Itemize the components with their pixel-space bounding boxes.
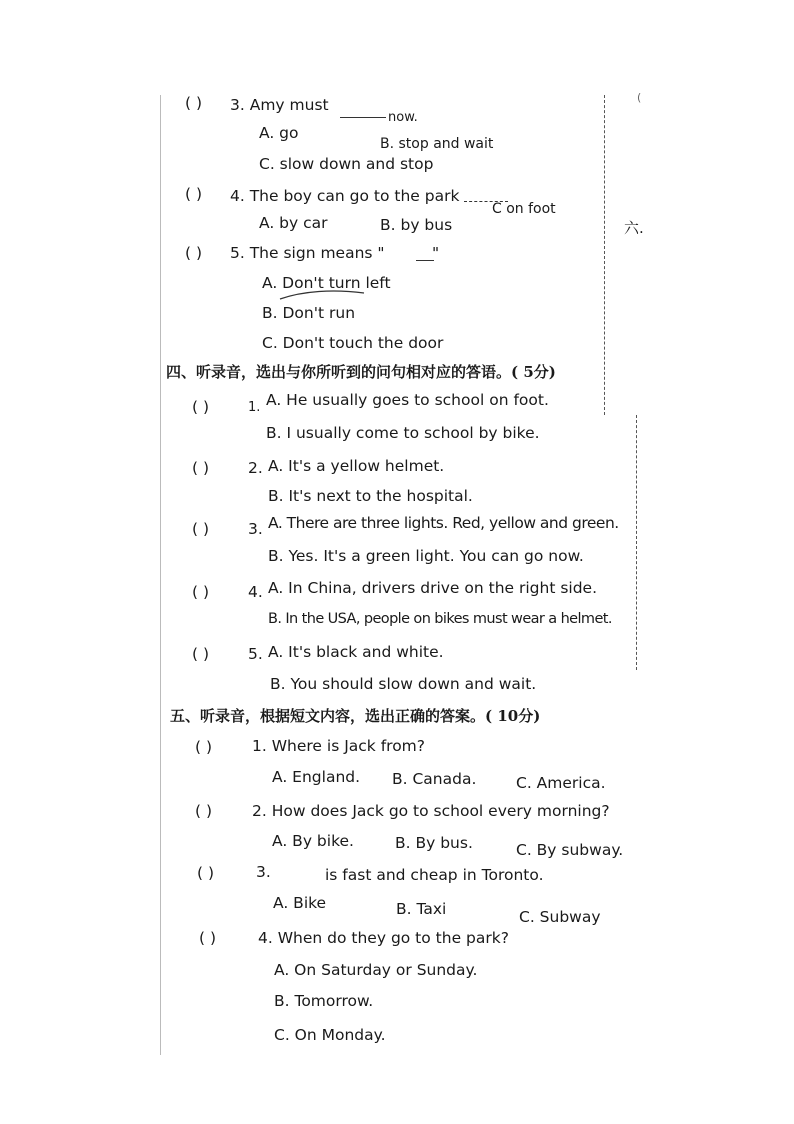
- option-b: B. Yes. It's a green light. You can go now.: [268, 547, 584, 565]
- answer-paren[interactable]: ( ): [192, 520, 210, 538]
- option-b: B. by bus: [380, 216, 453, 234]
- left-margin-line: [160, 95, 161, 1055]
- question-text: 5. The sign means ": [230, 244, 385, 262]
- option-b: B. Canada.: [392, 770, 477, 788]
- question-number: 2.: [248, 459, 263, 477]
- answer-paren[interactable]: ( ): [185, 244, 203, 262]
- option-c: C on foot: [492, 201, 556, 217]
- answer-paren[interactable]: ( ): [192, 459, 210, 477]
- option-a: A. England.: [272, 768, 361, 786]
- option-b: B. Don't run: [262, 304, 356, 322]
- answer-paren[interactable]: ( ): [192, 583, 210, 601]
- option-a: A. In China, drivers drive on the right side.: [268, 579, 598, 597]
- option-a: A. Don't turn left: [262, 274, 391, 292]
- option-b: B. I usually come to school by bike.: [266, 424, 540, 442]
- option-a: A. By bike.: [272, 832, 354, 850]
- question-text: 1. Where is Jack from?: [252, 737, 425, 755]
- question-number: 3.: [256, 863, 271, 881]
- option-b: B. Tomorrow.: [274, 992, 374, 1010]
- option-a: A. go: [259, 124, 299, 142]
- option-c: C. America.: [516, 774, 606, 792]
- question-number: 4.: [248, 583, 263, 601]
- question-number: 5.: [248, 645, 263, 663]
- question-text: 2. How does Jack go to school every morning?: [252, 802, 610, 820]
- section-six-mark: 六.: [624, 219, 644, 237]
- section-heading: 五、听录音，根据短文内容，选出正确的答案。( 10分): [170, 707, 541, 725]
- option-b: B. stop and wait: [380, 136, 494, 152]
- answer-paren[interactable]: ( ): [192, 645, 210, 663]
- question-text: 4. When do they go to the park?: [258, 929, 509, 947]
- right-fold-line-lower: [636, 415, 637, 670]
- question-number: 3.: [248, 520, 263, 538]
- option-a: A. He usually goes to school on foot.: [266, 391, 549, 409]
- answer-blank: [340, 117, 386, 118]
- option-a: A. It's a yellow helmet.: [268, 457, 445, 475]
- answer-paren[interactable]: ( ): [185, 185, 203, 203]
- option-b: B. It's next to the hospital.: [268, 487, 473, 505]
- answer-paren[interactable]: ( ): [185, 94, 203, 112]
- pen-mark: [278, 287, 368, 303]
- option-c: C. Subway: [519, 908, 601, 926]
- section-heading: 四、听录音，选出与你所听到的问句相对应的答语。( 5分): [166, 363, 556, 381]
- option-a: A. by car: [259, 214, 328, 232]
- answer-paren[interactable]: ( ): [197, 864, 215, 882]
- option-c: C. Don't touch the door: [262, 334, 444, 352]
- option-a: A. It's black and white.: [268, 643, 444, 661]
- option-b: B. By bus.: [395, 834, 473, 852]
- option-b: B. Taxi: [396, 900, 447, 918]
- corner-mark: (: [637, 91, 642, 104]
- answer-paren[interactable]: ( ): [195, 802, 213, 820]
- option-a: A. Bike: [273, 894, 327, 912]
- option-c: C. slow down and stop: [259, 155, 434, 173]
- option-b: B. In the USA, people on bikes must wear a helmet.: [268, 611, 612, 627]
- question-text: is fast and cheap in Toronto.: [325, 866, 544, 884]
- question-text-after: now.: [388, 110, 418, 125]
- option-c: C. On Monday.: [274, 1026, 386, 1044]
- question-text: 4. The boy can go to the park: [230, 187, 460, 205]
- answer-paren[interactable]: ( ): [195, 738, 213, 756]
- option-a: A. On Saturday or Sunday.: [274, 961, 478, 979]
- question-text: 3. Amy must: [230, 96, 329, 114]
- answer-paren[interactable]: ( ): [192, 398, 210, 416]
- question-text-after: ": [432, 244, 440, 262]
- question-number: 1.: [248, 400, 261, 415]
- answer-paren[interactable]: ( ): [199, 929, 217, 947]
- option-b: B. You should slow down and wait.: [270, 675, 537, 693]
- right-fold-line: [604, 95, 605, 415]
- option-c: C. By subway.: [516, 841, 624, 859]
- option-a: A. There are three lights. Red, yellow and green.: [268, 514, 619, 532]
